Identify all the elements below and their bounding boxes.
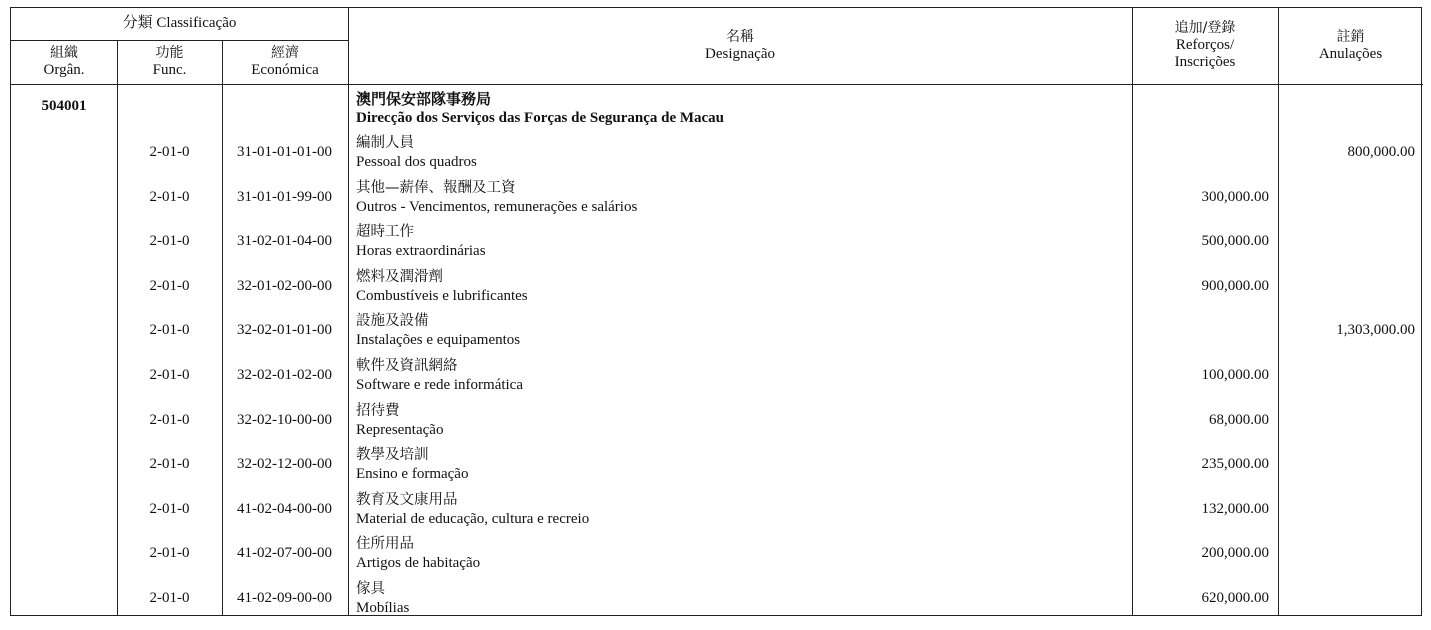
reinforcement-amount: 500,000.00 [1201,233,1269,250]
table-row [11,132,1423,176]
designation-cell [356,268,1126,306]
designation-cell [356,535,1126,573]
designation-pt: Instalações e equipamentos [356,332,521,349]
table-row [11,310,1423,354]
designation-pt: Representação [356,421,444,438]
header-bottom-border [11,84,1423,85]
func-code: 2-01-0 [149,456,190,473]
designation-zh: 超時工作 [356,224,414,241]
func-code: 2-01-0 [149,500,190,517]
econ-code: 41-02-07-00-00 [237,545,332,562]
header-econ: 經濟 Económica [251,45,319,78]
func-code: 2-01-0 [149,322,190,339]
designation-cell [356,223,1126,261]
designation-pt: Mobílias [356,600,410,616]
table-row [11,578,1423,622]
designation-pt: Pessoal dos quadros [356,154,477,170]
reinforcement-amount: 235,000.00 [1201,456,1269,473]
econ-code: 32-02-01-01-00 [237,322,332,339]
func-code: 2-01-0 [149,545,190,562]
designation-zh: 編制人員 [356,135,414,151]
designation-zh: 其他—薪俸、報酬及工資 [356,179,516,196]
designation-cell [356,402,1126,440]
designation-cell [356,491,1126,529]
designation-zh: 教育及文康用品 [356,491,458,508]
designation-pt: Ensino e formação [356,466,469,483]
designation-pt: Software e rede informática [356,377,523,393]
header-organ: 組織 Orgân. [43,45,85,78]
func-code: 2-01-0 [149,144,190,160]
econ-code: 41-02-04-00-00 [237,500,332,517]
designation-pt: Artigos de habitação [356,555,481,572]
designation-pt: Material de educação, cultura e recreio [356,510,590,527]
func-code: 2-01-0 [149,188,190,205]
func-code: 2-01-0 [149,367,190,383]
designation-pt: Horas extraordinárias [356,243,486,260]
designation-zh: 教學及培訓 [356,447,429,464]
designation-cell [356,580,1126,618]
table-row [11,266,1423,310]
econ-code: 31-01-01-01-00 [237,144,332,160]
designation-zh: 燃料及潤滑劑 [356,268,443,285]
reinforcement-amount: 68,000.00 [1209,411,1269,428]
organ-name-zh: 澳門保安部隊事務局 [356,90,492,108]
table-row [11,533,1423,577]
designation-zh: 軟件及資訊網絡 [356,358,458,374]
reinforcement-amount: 620,000.00 [1201,590,1269,606]
reinforcement-amount: 900,000.00 [1201,277,1269,294]
organ-name-pt: Direcção dos Serviços das Forças de Segurança de Macau [356,110,725,126]
table-row [11,444,1423,488]
table-row [11,177,1423,221]
header-func: 功能 Func. [152,45,187,78]
designation-cell [356,134,1126,172]
designation-cell [356,179,1126,217]
designation-pt: Combustíveis e lubrificantes [356,287,528,304]
header-subdivider [11,40,348,41]
econ-code: 32-02-01-02-00 [237,367,332,383]
table-row [11,400,1423,444]
reinforcement-amount: 100,000.00 [1201,367,1269,383]
header-annulments: 註銷 Anulações [1318,29,1383,62]
func-code: 2-01-0 [149,277,190,294]
table-row [11,355,1423,399]
designation-zh: 住所用品 [356,536,414,553]
budget-table [10,7,1422,616]
reinforcement-amount: 300,000.00 [1201,188,1269,205]
designation-zh: 設施及設備 [356,313,429,330]
table-row [11,489,1423,533]
designation-cell [356,312,1126,350]
classification-label: 分類 Classificação [122,15,237,31]
econ-code: 41-02-09-00-00 [237,590,332,606]
header-designation: 名稱 Designação [705,29,775,62]
designation-pt: Outros - Vencimentos, remunerações e salários [356,198,638,215]
econ-code: 32-02-12-00-00 [237,456,332,473]
econ-code: 31-01-01-99-00 [237,188,332,205]
func-code: 2-01-0 [149,233,190,250]
designation-cell [356,446,1126,484]
header-classification [11,15,348,32]
econ-code: 32-02-10-00-00 [237,411,332,428]
designation-zh: 招待費 [356,402,400,419]
designation-cell [356,357,1126,395]
econ-code: 32-01-02-00-00 [237,277,332,294]
annulment-amount: 1,303,000.00 [1336,322,1415,339]
organ-title [356,90,724,128]
reinforcement-amount: 132,000.00 [1201,500,1269,517]
designation-zh: 傢具 [356,581,385,597]
header-reinforcements: 追加/登錄 Reforços/ Inscrições [1174,20,1236,70]
econ-code: 31-02-01-04-00 [237,233,332,250]
table-row [11,221,1423,265]
func-code: 2-01-0 [149,590,190,606]
reinforcement-amount: 200,000.00 [1201,545,1269,562]
organ-code: 504001 [41,98,87,114]
func-code: 2-01-0 [149,411,190,428]
annulment-amount: 800,000.00 [1347,144,1415,160]
